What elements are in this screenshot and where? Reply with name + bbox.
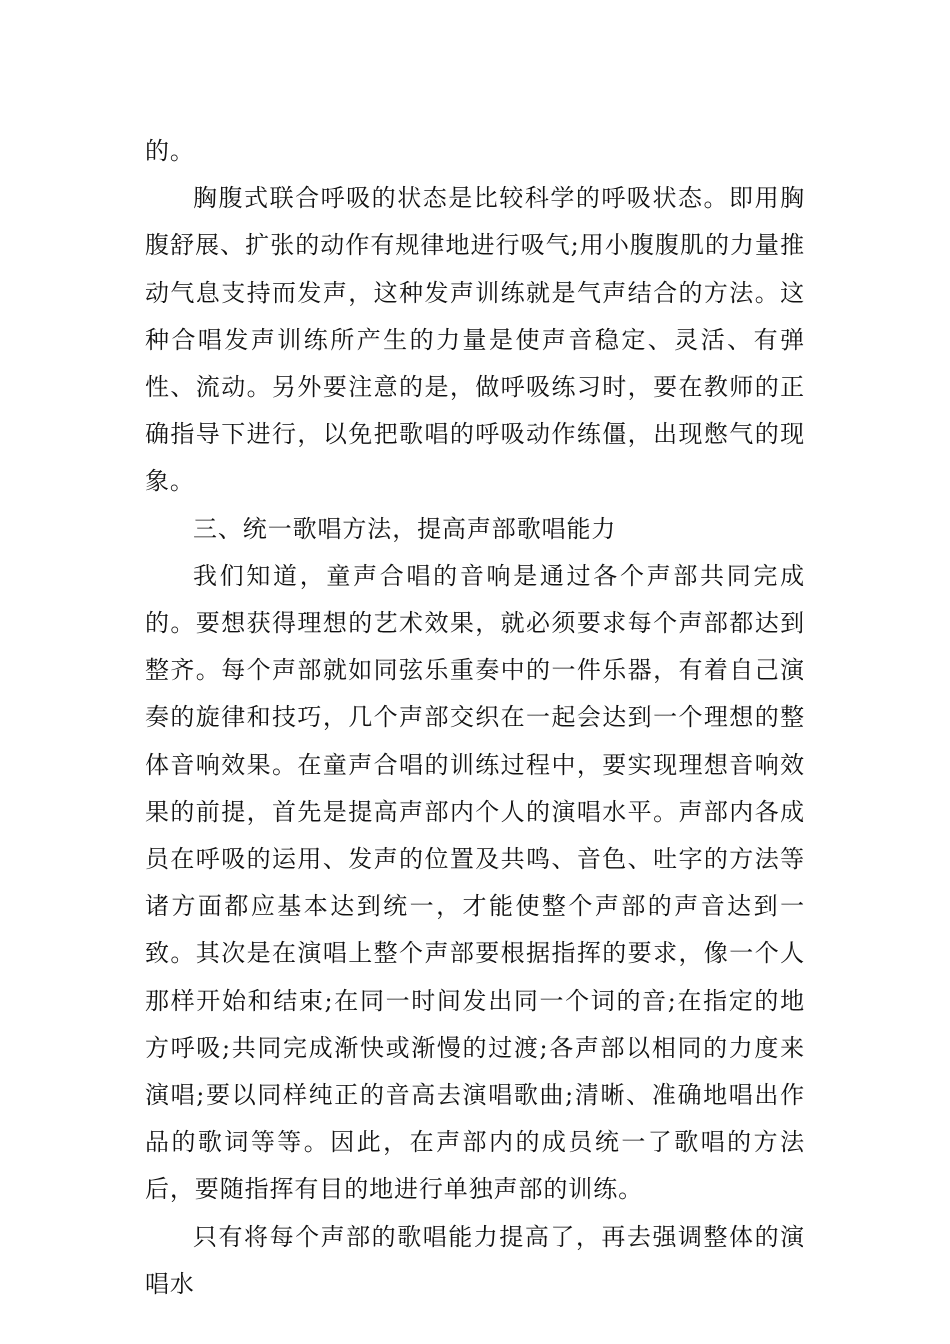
paragraph-closing: 只有将每个声部的歌唱能力提高了，再去强调整体的演唱水 <box>145 1222 805 1298</box>
paragraph-breathing: 胸腹式联合呼吸的状态是比较科学的呼吸状态。即用胸腹舒展、扩张的动作有规律地进行吸气;用小腹腹肌的力量推动气息支持而发声，这种发声训练就是气声结合的方法。这种合唱发声训练所产生的力量是使声音稳定、灵活、有弹性、流动。另外要注意的是，做呼吸练习时，要在教师的正确指导下进行，以免把歌唱的呼吸动作练僵，出现憋气的现象。 <box>145 184 805 496</box>
paragraph-continuation: 的。 <box>145 137 195 165</box>
paragraph-voice-parts: 我们知道，童声合唱的音响是通过各个声部共同完成的。要想获得理想的艺术效果，就必须要求每个声部都达到整齐。每个声部就如同弦乐重奏中的一件乐器，有着自己演奏的旋律和技巧，几个声部交织在一起会达到一个理想的整体音响效果。在童声合唱的训练过程中，要实现理想音响效果的前提，首先是提高声部内个人的演唱水平。声部内各成员在呼吸的运用、发声的位置及共鸣、音色、吐字的方法等诸方面都应基本达到统一，才能使整个声部的声音达到一致。其次是在演唱上整个声部要根据指挥的要求，像一个人那样开始和结束;在同一时间发出同一个词的音;在指定的地方呼吸;共同完成渐快或渐慢的过渡;各声部以相同的力度来演唱;要以同样纯正的音高去演唱歌曲;清晰、准确地唱出作品的歌词等等。因此，在声部内的成员统一了歌唱的方法后，要随指挥有目的地进行单独声部的训练。 <box>145 561 805 1204</box>
document-body <box>145 128 805 1308</box>
section-heading: 三、统一歌唱方法，提高声部歌唱能力 <box>193 514 617 543</box>
